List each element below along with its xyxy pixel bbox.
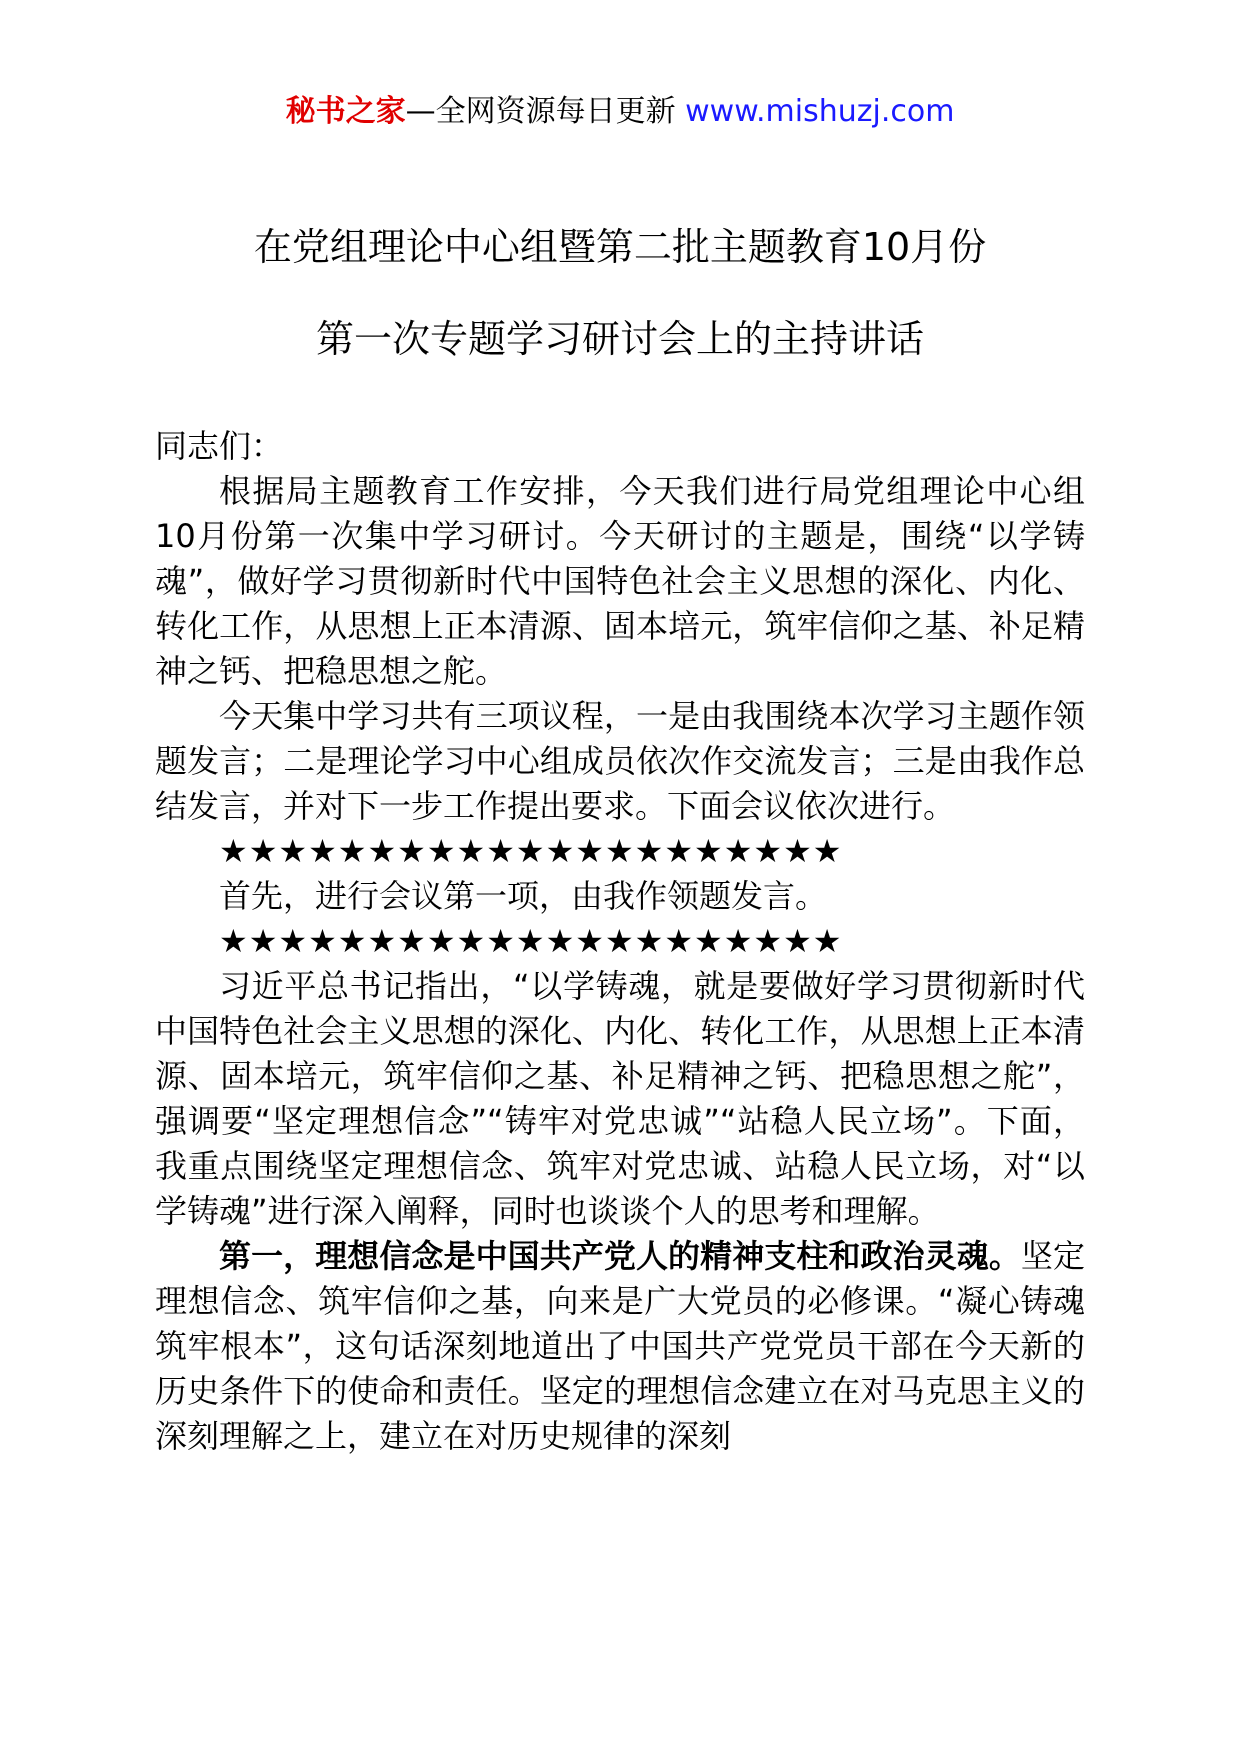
document-body xyxy=(155,424,1085,1459)
site-header xyxy=(0,92,1240,132)
greeting: 同志们： xyxy=(155,427,284,465)
site-brand: 秘书之家 xyxy=(285,94,406,129)
document-title-line-1: 在党组理论中心组暨第二批主题教育10月份 xyxy=(253,225,987,269)
paragraph-1: 根据局主题教育工作安排，今天我们进行局党组理论中心组10月份第一次集中学习研讨。今天研讨的主题是，围绕“以学铸魂”，做好学习贯彻新时代中国特色社会主义思想的深化、内化、转化工作，从思想上正本清源、固本培元，筑牢信仰之基、补足精神之钙、把稳思想之舵。 xyxy=(155,472,1085,690)
site-url-link[interactable]: www.mishuzj.com xyxy=(685,94,955,129)
paragraph-5-text: 坚定理想信念、筑牢信仰之基，向来是广大党员的必修课。“凝心铸魂筑牢根本”，这句话深刻地道出了中国共产党党员干部在今天新的历史条件下的使命和责任。坚定的理想信念建立在对马克思主义的深刻理解之上，建立在对历史规律的深刻 xyxy=(155,1237,1085,1455)
document-title-line-2: 第一次专题学习研讨会上的主持讲话 xyxy=(315,317,924,361)
star-divider-2: ★★★★★★★★★★★★★★★★★★★★★ xyxy=(219,922,843,960)
site-tagline: —全网资源每日更新 xyxy=(405,94,676,129)
star-divider-1: ★★★★★★★★★★★★★★★★★★★★★ xyxy=(219,832,843,870)
paragraph-5-heading: 第一，理想信念是中国共产党人的精神支柱和政治灵魂。 xyxy=(219,1237,1021,1275)
paragraph-3: 首先，进行会议第一项，由我作领题发言。 xyxy=(219,877,828,915)
paragraph-4: 习近平总书记指出，“以学铸魂，就是要做好学习贯彻新时代中国特色社会主义思想的深化、内化、转化工作，从思想上正本清源、固本培元，筑牢信仰之基、补足精神之钙、把稳思想之舵”，强调要“坚定理想信念”“铸牢对党忠诚”“站稳人民立场”。下面，我重点围绕坚定理想信念、筑牢对党忠诚、站稳人民立场，对“以学铸魂”进行深入阐释，同时也谈谈个人的思考和理解。 xyxy=(155,967,1085,1230)
paragraph-2: 今天集中学习共有三项议程，一是由我围绕本次学习主题作领题发言；二是理论学习中心组成员依次作交流发言；三是由我作总结发言，并对下一步工作提出要求。下面会议依次进行。 xyxy=(155,697,1085,825)
paragraph-5 xyxy=(155,1234,1085,1459)
